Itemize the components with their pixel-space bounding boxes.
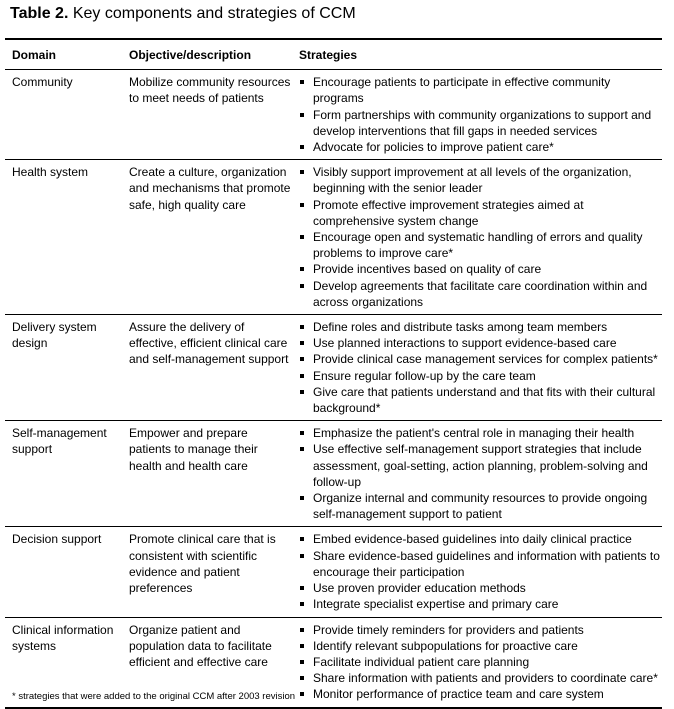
strategies-cell xyxy=(292,617,662,708)
strategy-item xyxy=(299,107,662,139)
strategy-item xyxy=(299,368,662,384)
strategy-item xyxy=(299,164,662,196)
strategy-list xyxy=(299,319,662,416)
strategy-item xyxy=(299,278,662,310)
strategy-text: Advocate for policies to improve patient care* xyxy=(313,140,554,155)
strategy-item xyxy=(299,638,662,654)
square-bullet-icon xyxy=(300,341,304,345)
square-bullet-icon xyxy=(300,390,304,394)
square-bullet-icon xyxy=(300,235,304,239)
square-bullet-icon xyxy=(300,145,304,149)
strategy-text: Share evidence-based guidelines and information with patients to encourage their participation xyxy=(313,548,660,579)
strategy-text: Provide timely reminders for providers and patients xyxy=(313,622,584,637)
strategy-item xyxy=(299,351,662,367)
square-bullet-icon xyxy=(300,537,304,541)
strategy-text: Integrate specialist expertise and primary care xyxy=(313,597,559,612)
table-caption-text: Key components and strategies of CCM xyxy=(68,5,356,22)
header-objective: Objective/description xyxy=(122,39,292,70)
strategy-list xyxy=(299,622,662,703)
strategy-text: Use effective self-management support strategies that include assessment, goal-setting, action planning, problem-solving and follow-up xyxy=(313,442,648,489)
strategy-text: Develop agreements that facilitate care coordination within and across organizations xyxy=(313,278,648,309)
square-bullet-icon xyxy=(300,80,304,84)
square-bullet-icon xyxy=(300,676,304,680)
strategy-item xyxy=(299,596,662,612)
table-header-row xyxy=(5,39,662,70)
table-row xyxy=(5,315,662,421)
domain-cell: Clinical information systems xyxy=(5,617,122,708)
strategy-item xyxy=(299,229,662,261)
ccm-table xyxy=(5,38,662,709)
strategy-text: Organize internal and community resources to provide ongoing self-management support to patient xyxy=(313,491,648,522)
strategies-cell xyxy=(292,160,662,315)
strategy-item xyxy=(299,654,662,670)
strategy-item xyxy=(299,425,662,441)
objective-cell: Assure the delivery of effective, efficient clinical care and self-management support xyxy=(122,315,292,421)
strategy-text: Define roles and distribute tasks among team members xyxy=(313,320,608,335)
strategy-text: Visibly support improvement at all levels of the organization, beginning with the senior leader xyxy=(313,165,632,196)
square-bullet-icon xyxy=(300,447,304,451)
strategy-text: Provide incentives based on quality of care xyxy=(313,262,542,277)
strategy-item xyxy=(299,384,662,416)
square-bullet-icon xyxy=(300,692,304,696)
table-row xyxy=(5,70,662,160)
domain-cell: Delivery system design xyxy=(5,315,122,421)
square-bullet-icon xyxy=(300,602,304,606)
square-bullet-icon xyxy=(300,203,304,207)
strategy-text: Identify relevant subpopulations for proactive care xyxy=(313,638,578,653)
square-bullet-icon xyxy=(300,357,304,361)
strategy-text: Provide clinical case management services for complex patients* xyxy=(313,352,658,367)
strategy-text: Facilitate individual patient care planning xyxy=(313,654,530,669)
strategy-list xyxy=(299,425,662,522)
square-bullet-icon xyxy=(300,660,304,664)
strategies-cell xyxy=(292,421,662,527)
square-bullet-icon xyxy=(300,644,304,648)
strategies-cell xyxy=(292,527,662,617)
strategy-text: Embed evidence-based guidelines into daily clinical practice xyxy=(313,532,632,547)
strategy-item xyxy=(299,441,662,490)
objective-cell: Organize patient and population data to facilitate efficient and effective care xyxy=(122,617,292,708)
strategies-cell xyxy=(292,315,662,421)
table-row xyxy=(5,160,662,315)
strategy-item xyxy=(299,490,662,522)
square-bullet-icon xyxy=(300,374,304,378)
strategy-text: Ensure regular follow-up by the care team xyxy=(313,368,536,383)
strategy-item xyxy=(299,319,662,335)
square-bullet-icon xyxy=(300,431,304,435)
square-bullet-icon xyxy=(300,554,304,558)
table-row xyxy=(5,527,662,617)
objective-cell: Promote clinical care that is consistent with scientific evidence and patient preferences xyxy=(122,527,292,617)
domain-cell: Health system xyxy=(5,160,122,315)
domain-cell: Self-management support xyxy=(5,421,122,527)
strategy-item xyxy=(299,74,662,106)
strategy-item xyxy=(299,139,662,155)
strategy-text: Encourage patients to participate in effective community programs xyxy=(313,75,611,106)
square-bullet-icon xyxy=(300,586,304,590)
square-bullet-icon xyxy=(300,496,304,500)
strategy-text: Monitor performance of practice team and care system xyxy=(313,687,604,702)
square-bullet-icon xyxy=(300,113,304,117)
table-caption-label: Table 2. xyxy=(10,5,69,22)
header-domain: Domain xyxy=(5,39,122,70)
domain-cell: Decision support xyxy=(5,527,122,617)
table-footnote: * strategies that were added to the original CCM after 2003 revision xyxy=(12,691,296,702)
strategy-list xyxy=(299,164,662,310)
square-bullet-icon xyxy=(300,284,304,288)
strategy-item xyxy=(299,548,662,580)
strategy-item xyxy=(299,261,662,277)
header-strategies: Strategies xyxy=(292,39,662,70)
domain-cell: Community xyxy=(5,70,122,160)
objective-cell: Create a culture, organization and mechanisms that promote safe, high quality care xyxy=(122,160,292,315)
strategy-list xyxy=(299,531,662,612)
strategy-text: Share information with patients and providers to coordinate care* xyxy=(313,671,658,686)
square-bullet-icon xyxy=(300,325,304,329)
square-bullet-icon xyxy=(300,628,304,632)
objective-cell: Empower and prepare patients to manage their health and health care xyxy=(122,421,292,527)
strategy-item xyxy=(299,335,662,351)
objective-cell: Mobilize community resources to meet needs of patients xyxy=(122,70,292,160)
strategy-text: Give care that patients understand and that fits with their cultural background* xyxy=(313,384,656,416)
strategy-text: Promote effective improvement strategies aimed at comprehensive system change xyxy=(313,197,584,228)
strategy-item xyxy=(299,580,662,596)
strategy-item xyxy=(299,686,662,702)
table-row xyxy=(5,421,662,527)
strategy-text: Encourage open and systematic handling of errors and quality problems to improve care* xyxy=(313,230,643,261)
strategy-text: Use proven provider education methods xyxy=(313,581,526,596)
strategy-item xyxy=(299,622,662,638)
strategy-item xyxy=(299,670,662,686)
square-bullet-icon xyxy=(300,170,304,174)
strategy-text: Emphasize the patient's central role in managing their health xyxy=(313,426,635,441)
strategies-cell xyxy=(292,70,662,160)
strategy-item xyxy=(299,197,662,229)
strategy-item xyxy=(299,531,662,547)
table-body xyxy=(5,70,662,708)
table-caption xyxy=(10,4,356,24)
strategy-text: Use planned interactions to support evidence-based care xyxy=(313,336,617,351)
strategy-list xyxy=(299,74,662,155)
square-bullet-icon xyxy=(300,267,304,271)
strategy-text: Form partnerships with community organizations to support and develop interventions that fill gaps in needed services xyxy=(313,107,652,138)
